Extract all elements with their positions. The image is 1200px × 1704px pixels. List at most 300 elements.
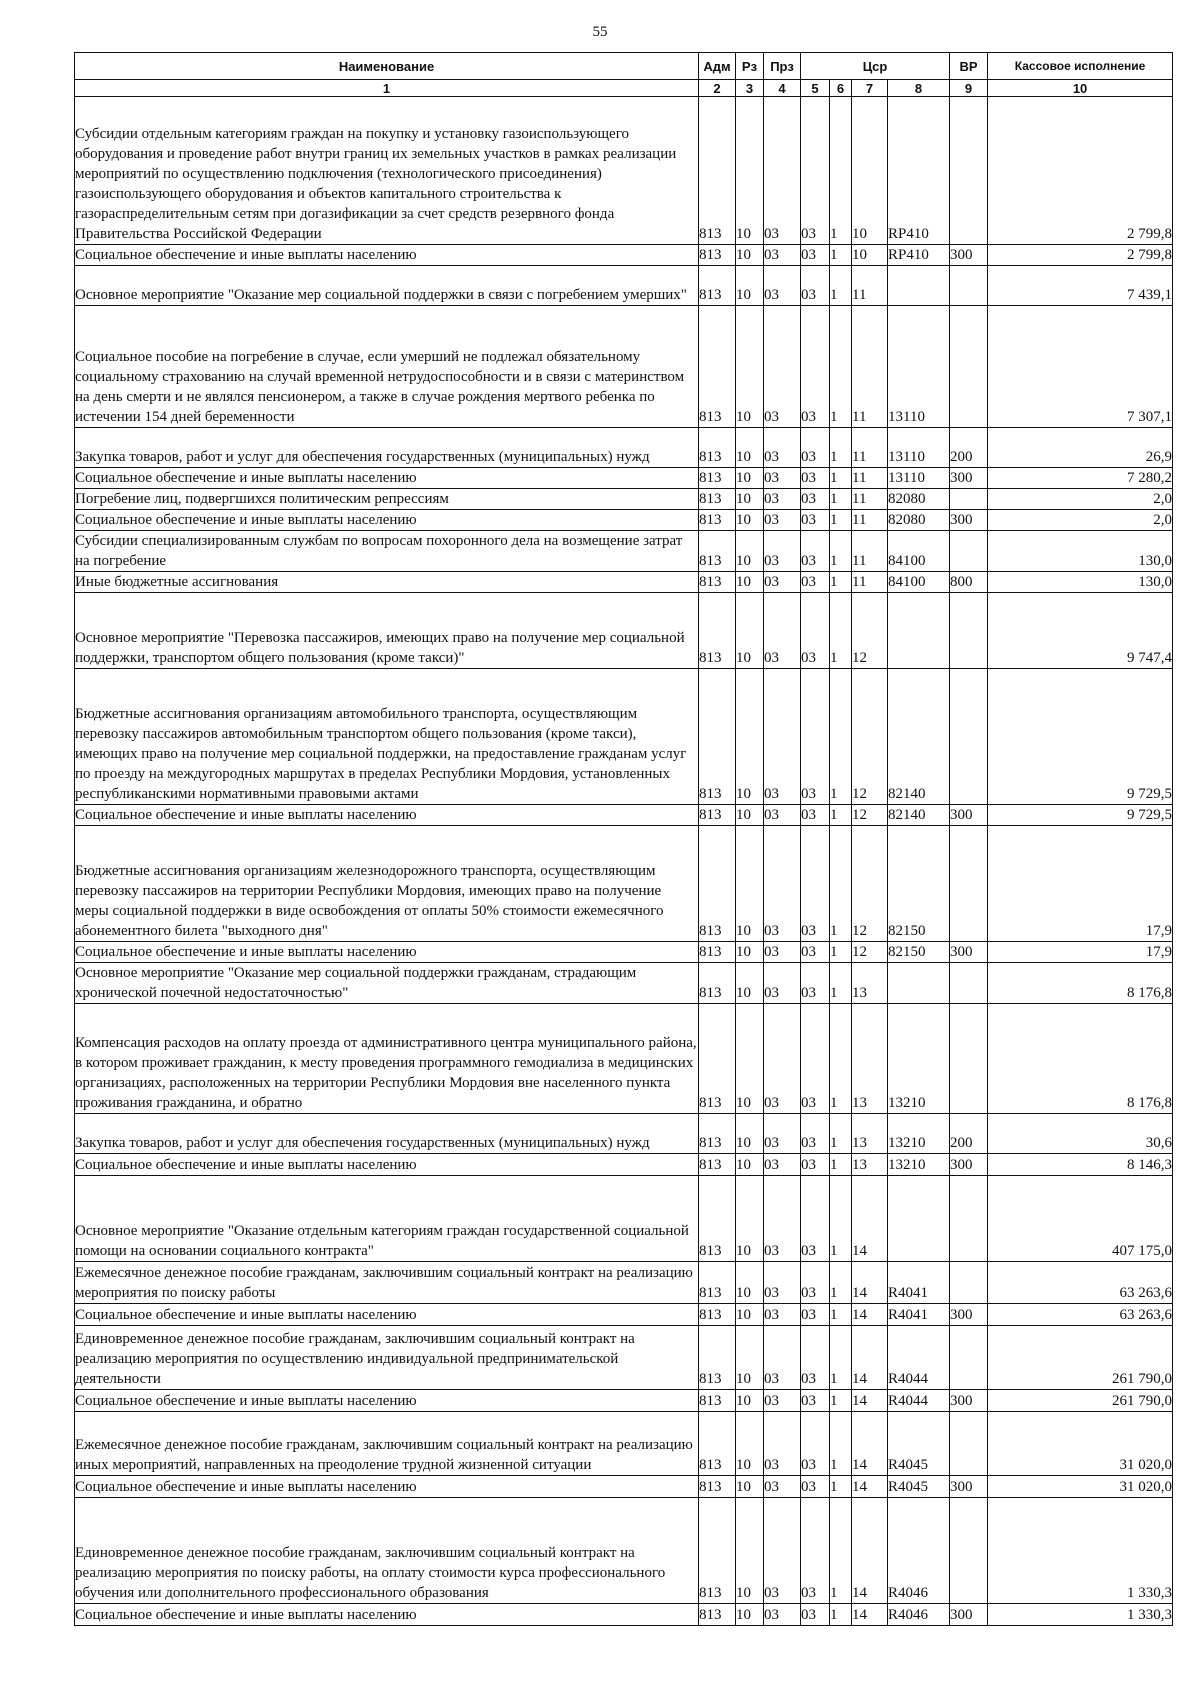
row-target-code-event: 11 xyxy=(852,428,888,468)
row-target-code-program: 03 xyxy=(801,1412,830,1476)
row-subsection-code: 03 xyxy=(764,245,801,266)
table-row xyxy=(75,97,1173,245)
row-target-code-program: 03 xyxy=(801,1176,830,1262)
row-expense-type-code xyxy=(950,669,988,805)
row-target-code-direction: 82150 xyxy=(888,942,950,963)
row-cash-execution: 9 729,5 xyxy=(988,669,1173,805)
row-subsection-code: 03 xyxy=(764,510,801,531)
budget-execution-table xyxy=(74,52,1173,1626)
row-adm-code: 813 xyxy=(699,531,736,572)
row-subsection-code: 03 xyxy=(764,1326,801,1390)
row-subsection-code: 03 xyxy=(764,1412,801,1476)
column-number: 8 xyxy=(888,80,950,97)
row-adm-code: 813 xyxy=(699,245,736,266)
row-expense-type-code: 300 xyxy=(950,468,988,489)
row-name: Социальное обеспечение и иные выплаты населению xyxy=(75,1476,699,1498)
row-target-code-direction: R4044 xyxy=(888,1390,950,1412)
row-section-code: 10 xyxy=(736,531,764,572)
row-target-code-event: 10 xyxy=(852,245,888,266)
row-expense-type-code: 300 xyxy=(950,245,988,266)
row-name: Бюджетные ассигнования организациям автомобильного транспорта, осуществляющим перевозку пассажиров автомобильным транспортом общего пользования (кроме такси), имеющих право на получение мер социальной поддержки, на предоставление гражданам услуг по проезду на междугородных маршрутах в пределах Республики Мордовия, установленных республиканскими нормативными правовыми актами xyxy=(75,669,699,805)
row-target-code-direction: 82140 xyxy=(888,669,950,805)
row-expense-type-code xyxy=(950,266,988,306)
row-adm-code: 813 xyxy=(699,1476,736,1498)
row-target-code-direction: RP410 xyxy=(888,97,950,245)
row-target-code-subprogram: 1 xyxy=(830,1004,852,1114)
row-target-code-program: 03 xyxy=(801,1154,830,1176)
row-expense-type-code: 300 xyxy=(950,1304,988,1326)
row-adm-code: 813 xyxy=(699,1176,736,1262)
row-target-code-event: 14 xyxy=(852,1498,888,1604)
row-target-code-subprogram: 1 xyxy=(830,593,852,669)
row-target-code-direction: R4041 xyxy=(888,1304,950,1326)
row-target-code-direction: 13210 xyxy=(888,1154,950,1176)
table-row xyxy=(75,1604,1173,1626)
row-section-code: 10 xyxy=(736,428,764,468)
row-expense-type-code xyxy=(950,531,988,572)
row-target-code-program: 03 xyxy=(801,942,830,963)
row-cash-execution: 63 263,6 xyxy=(988,1304,1173,1326)
row-name: Социальное обеспечение и иные выплаты населению xyxy=(75,1304,699,1326)
row-cash-execution: 17,9 xyxy=(988,826,1173,942)
table-row xyxy=(75,306,1173,428)
row-cash-execution: 2 799,8 xyxy=(988,245,1173,266)
row-target-code-event: 14 xyxy=(852,1304,888,1326)
row-cash-execution: 2,0 xyxy=(988,510,1173,531)
row-target-code-direction: 13110 xyxy=(888,306,950,428)
row-target-code-program: 03 xyxy=(801,826,830,942)
row-subsection-code: 03 xyxy=(764,593,801,669)
row-target-code-direction: R4045 xyxy=(888,1476,950,1498)
row-subsection-code: 03 xyxy=(764,468,801,489)
row-expense-type-code xyxy=(950,1004,988,1114)
row-cash-execution: 7 280,2 xyxy=(988,468,1173,489)
row-target-code-subprogram: 1 xyxy=(830,1154,852,1176)
row-subsection-code: 03 xyxy=(764,1476,801,1498)
row-target-code-event: 13 xyxy=(852,1114,888,1154)
row-cash-execution: 407 175,0 xyxy=(988,1176,1173,1262)
row-adm-code: 813 xyxy=(699,1154,736,1176)
column-number: 9 xyxy=(950,80,988,97)
row-name: Ежемесячное денежное пособие гражданам, заключившим социальный контракт на реализацию иных мероприятий, направленных на преодоление трудной жизненной ситуации xyxy=(75,1412,699,1476)
row-target-code-program: 03 xyxy=(801,266,830,306)
row-target-code-program: 03 xyxy=(801,1326,830,1390)
row-expense-type-code: 300 xyxy=(950,1154,988,1176)
table-row xyxy=(75,1176,1173,1262)
row-target-code-event: 12 xyxy=(852,593,888,669)
row-subsection-code: 03 xyxy=(764,1154,801,1176)
row-subsection-code: 03 xyxy=(764,669,801,805)
row-name: Социальное пособие на погребение в случае, если умерший не подлежал обязательному социальному страхованию на случай временной нетрудоспособности и в связи с материнством на день смерти и не являлся пенсионером, а также в случае рождения мертвого ребенка по истечении 154 дней беременности xyxy=(75,306,699,428)
row-target-code-direction xyxy=(888,266,950,306)
row-cash-execution: 9 747,4 xyxy=(988,593,1173,669)
row-target-code-direction: R4046 xyxy=(888,1498,950,1604)
row-cash-execution: 26,9 xyxy=(988,428,1173,468)
row-subsection-code: 03 xyxy=(764,489,801,510)
row-section-code: 10 xyxy=(736,1476,764,1498)
row-target-code-program: 03 xyxy=(801,428,830,468)
row-subsection-code: 03 xyxy=(764,1604,801,1626)
row-expense-type-code xyxy=(950,1176,988,1262)
row-target-code-event: 13 xyxy=(852,963,888,1004)
row-target-code-direction: 13210 xyxy=(888,1114,950,1154)
table-row xyxy=(75,468,1173,489)
row-target-code-event: 14 xyxy=(852,1390,888,1412)
row-subsection-code: 03 xyxy=(764,942,801,963)
row-target-code-subprogram: 1 xyxy=(830,468,852,489)
row-target-code-subprogram: 1 xyxy=(830,1114,852,1154)
column-number-row xyxy=(75,80,1173,97)
row-name: Бюджетные ассигнования организациям железнодорожного транспорта, осуществляющим перевозку пассажиров на территории Республики Мордовия, имеющих право на получение меры социальной поддержки в виде освобождения от оплаты 50% стоимости ежемесячного абонементного билета "выходного дня" xyxy=(75,826,699,942)
row-subsection-code: 03 xyxy=(764,97,801,245)
row-target-code-program: 03 xyxy=(801,805,830,826)
row-target-code-event: 14 xyxy=(852,1476,888,1498)
row-name: Субсидии специализированным службам по вопросам похоронного дела на возмещение затрат на погребение xyxy=(75,531,699,572)
row-adm-code: 813 xyxy=(699,468,736,489)
row-target-code-event: 11 xyxy=(852,489,888,510)
row-adm-code: 813 xyxy=(699,97,736,245)
row-name: Основное мероприятие "Оказание мер социальной поддержки в связи с погребением умерших" xyxy=(75,266,699,306)
row-name: Социальное обеспечение и иные выплаты населению xyxy=(75,245,699,266)
row-section-code: 10 xyxy=(736,306,764,428)
header-prz: Прз xyxy=(764,53,801,80)
row-adm-code: 813 xyxy=(699,1412,736,1476)
table-row xyxy=(75,572,1173,593)
row-target-code-subprogram: 1 xyxy=(830,1326,852,1390)
row-cash-execution: 130,0 xyxy=(988,572,1173,593)
row-name: Социальное обеспечение и иные выплаты населению xyxy=(75,510,699,531)
row-subsection-code: 03 xyxy=(764,805,801,826)
header-row xyxy=(75,53,1173,80)
row-expense-type-code xyxy=(950,593,988,669)
row-expense-type-code: 300 xyxy=(950,942,988,963)
row-target-code-event: 12 xyxy=(852,669,888,805)
row-name: Закупка товаров, работ и услуг для обеспечения государственных (муниципальных) нужд xyxy=(75,1114,699,1154)
row-target-code-subprogram: 1 xyxy=(830,1304,852,1326)
row-subsection-code: 03 xyxy=(764,826,801,942)
row-subsection-code: 03 xyxy=(764,1004,801,1114)
row-section-code: 10 xyxy=(736,1390,764,1412)
row-target-code-subprogram: 1 xyxy=(830,805,852,826)
row-target-code-event: 11 xyxy=(852,572,888,593)
row-expense-type-code: 200 xyxy=(950,428,988,468)
row-adm-code: 813 xyxy=(699,1114,736,1154)
row-target-code-subprogram: 1 xyxy=(830,1262,852,1304)
row-target-code-subprogram: 1 xyxy=(830,1476,852,1498)
row-target-code-subprogram: 1 xyxy=(830,1176,852,1262)
row-target-code-subprogram: 1 xyxy=(830,97,852,245)
page-number: 55 xyxy=(592,24,608,40)
header-rz: Рз xyxy=(736,53,764,80)
row-adm-code: 813 xyxy=(699,942,736,963)
row-cash-execution: 8 146,3 xyxy=(988,1154,1173,1176)
row-target-code-program: 03 xyxy=(801,1304,830,1326)
row-cash-execution: 7 439,1 xyxy=(988,266,1173,306)
row-expense-type-code xyxy=(950,1412,988,1476)
column-number: 1 xyxy=(75,80,699,97)
table-row xyxy=(75,1326,1173,1390)
row-section-code: 10 xyxy=(736,1604,764,1626)
row-expense-type-code: 300 xyxy=(950,510,988,531)
table-row xyxy=(75,942,1173,963)
row-name: Социальное обеспечение и иные выплаты населению xyxy=(75,1604,699,1626)
row-target-code-subprogram: 1 xyxy=(830,1390,852,1412)
row-name: Закупка товаров, работ и услуг для обеспечения государственных (муниципальных) нужд xyxy=(75,428,699,468)
row-cash-execution: 261 790,0 xyxy=(988,1390,1173,1412)
row-adm-code: 813 xyxy=(699,1326,736,1390)
row-name: Ежемесячное денежное пособие гражданам, заключившим социальный контракт на реализацию мероприятия по поиску работы xyxy=(75,1262,699,1304)
row-adm-code: 813 xyxy=(699,572,736,593)
table-row xyxy=(75,1498,1173,1604)
row-target-code-event: 13 xyxy=(852,1004,888,1114)
table-row xyxy=(75,489,1173,510)
row-expense-type-code xyxy=(950,826,988,942)
row-cash-execution: 31 020,0 xyxy=(988,1412,1173,1476)
row-expense-type-code: 300 xyxy=(950,805,988,826)
column-number: 7 xyxy=(852,80,888,97)
row-target-code-direction xyxy=(888,1176,950,1262)
table-row xyxy=(75,805,1173,826)
row-target-code-program: 03 xyxy=(801,1604,830,1626)
row-target-code-direction xyxy=(888,963,950,1004)
row-adm-code: 813 xyxy=(699,1304,736,1326)
row-adm-code: 813 xyxy=(699,593,736,669)
row-expense-type-code xyxy=(950,306,988,428)
table-body xyxy=(75,97,1173,1626)
row-target-code-event: 11 xyxy=(852,510,888,531)
row-section-code: 10 xyxy=(736,1114,764,1154)
row-target-code-program: 03 xyxy=(801,306,830,428)
row-section-code: 10 xyxy=(736,510,764,531)
row-adm-code: 813 xyxy=(699,1262,736,1304)
row-target-code-subprogram: 1 xyxy=(830,826,852,942)
row-target-code-direction: R4045 xyxy=(888,1412,950,1476)
row-target-code-subprogram: 1 xyxy=(830,1604,852,1626)
table-row xyxy=(75,1390,1173,1412)
row-section-code: 10 xyxy=(736,593,764,669)
row-cash-execution: 7 307,1 xyxy=(988,306,1173,428)
row-target-code-subprogram: 1 xyxy=(830,1412,852,1476)
table-row xyxy=(75,510,1173,531)
row-subsection-code: 03 xyxy=(764,1304,801,1326)
row-adm-code: 813 xyxy=(699,266,736,306)
row-section-code: 10 xyxy=(736,1004,764,1114)
row-cash-execution: 63 263,6 xyxy=(988,1262,1173,1304)
table-row xyxy=(75,1114,1173,1154)
row-target-code-program: 03 xyxy=(801,593,830,669)
row-target-code-subprogram: 1 xyxy=(830,428,852,468)
row-name: Социальное обеспечение и иные выплаты населению xyxy=(75,1390,699,1412)
row-expense-type-code xyxy=(950,1262,988,1304)
row-subsection-code: 03 xyxy=(764,266,801,306)
table-row xyxy=(75,1476,1173,1498)
row-name: Основное мероприятие "Оказание мер социальной поддержки гражданам, страдающим хронической почечной недостаточностью" xyxy=(75,963,699,1004)
row-subsection-code: 03 xyxy=(764,1390,801,1412)
header-csr: Цср xyxy=(801,53,950,80)
row-section-code: 10 xyxy=(736,1176,764,1262)
row-target-code-subprogram: 1 xyxy=(830,531,852,572)
row-section-code: 10 xyxy=(736,963,764,1004)
row-section-code: 10 xyxy=(736,805,764,826)
table-row xyxy=(75,1304,1173,1326)
row-cash-execution: 2,0 xyxy=(988,489,1173,510)
row-section-code: 10 xyxy=(736,826,764,942)
row-target-code-direction: 82150 xyxy=(888,826,950,942)
row-section-code: 10 xyxy=(736,1498,764,1604)
row-target-code-direction: 13210 xyxy=(888,1004,950,1114)
row-cash-execution: 31 020,0 xyxy=(988,1476,1173,1498)
row-target-code-program: 03 xyxy=(801,97,830,245)
row-adm-code: 813 xyxy=(699,428,736,468)
row-target-code-direction: 82140 xyxy=(888,805,950,826)
row-adm-code: 813 xyxy=(699,1390,736,1412)
row-name: Погребение лиц, подвергшихся политическим репрессиям xyxy=(75,489,699,510)
row-target-code-event: 14 xyxy=(852,1262,888,1304)
row-target-code-subprogram: 1 xyxy=(830,963,852,1004)
row-adm-code: 813 xyxy=(699,306,736,428)
row-subsection-code: 03 xyxy=(764,1176,801,1262)
row-target-code-subprogram: 1 xyxy=(830,942,852,963)
row-target-code-program: 03 xyxy=(801,531,830,572)
row-expense-type-code xyxy=(950,97,988,245)
row-expense-type-code: 300 xyxy=(950,1476,988,1498)
header-name: Наименование xyxy=(75,53,699,80)
row-section-code: 10 xyxy=(736,468,764,489)
row-cash-execution: 30,6 xyxy=(988,1114,1173,1154)
table-row xyxy=(75,826,1173,942)
row-section-code: 10 xyxy=(736,669,764,805)
row-subsection-code: 03 xyxy=(764,1498,801,1604)
row-expense-type-code xyxy=(950,489,988,510)
row-cash-execution: 1 330,3 xyxy=(988,1604,1173,1626)
row-adm-code: 813 xyxy=(699,963,736,1004)
row-adm-code: 813 xyxy=(699,1604,736,1626)
header-adm: Адм xyxy=(699,53,736,80)
row-expense-type-code: 800 xyxy=(950,572,988,593)
header-vr: ВР xyxy=(950,53,988,80)
row-name: Социальное обеспечение и иные выплаты населению xyxy=(75,468,699,489)
row-section-code: 10 xyxy=(736,489,764,510)
row-target-code-subprogram: 1 xyxy=(830,306,852,428)
header-cash-execution: Кассовое исполнение xyxy=(988,53,1173,80)
row-target-code-program: 03 xyxy=(801,489,830,510)
row-target-code-direction: RP410 xyxy=(888,245,950,266)
row-target-code-event: 14 xyxy=(852,1604,888,1626)
row-name: Социальное обеспечение и иные выплаты населению xyxy=(75,942,699,963)
row-name: Социальное обеспечение и иные выплаты населению xyxy=(75,805,699,826)
row-target-code-program: 03 xyxy=(801,245,830,266)
row-subsection-code: 03 xyxy=(764,572,801,593)
row-target-code-direction: 82080 xyxy=(888,489,950,510)
row-name: Иные бюджетные ассигнования xyxy=(75,572,699,593)
row-section-code: 10 xyxy=(736,942,764,963)
table-row xyxy=(75,245,1173,266)
row-expense-type-code: 300 xyxy=(950,1390,988,1412)
row-adm-code: 813 xyxy=(699,489,736,510)
row-name: Компенсация расходов на оплату проезда от административного центра муниципального района, в котором проживает гражданин, к месту проведения программного гемодиализа в медицинских организациях, расположенных на территории Республики Мордовия вне населенного пункта проживания гражданина, и обратно xyxy=(75,1004,699,1114)
row-expense-type-code xyxy=(950,1326,988,1390)
row-target-code-direction: 13110 xyxy=(888,428,950,468)
column-number: 6 xyxy=(830,80,852,97)
row-cash-execution: 8 176,8 xyxy=(988,963,1173,1004)
row-target-code-event: 14 xyxy=(852,1412,888,1476)
row-target-code-event: 11 xyxy=(852,266,888,306)
row-target-code-program: 03 xyxy=(801,1390,830,1412)
column-number: 4 xyxy=(764,80,801,97)
row-target-code-direction xyxy=(888,593,950,669)
row-target-code-subprogram: 1 xyxy=(830,1498,852,1604)
row-target-code-program: 03 xyxy=(801,1498,830,1604)
row-expense-type-code xyxy=(950,963,988,1004)
table-row xyxy=(75,963,1173,1004)
row-adm-code: 813 xyxy=(699,1004,736,1114)
row-section-code: 10 xyxy=(736,245,764,266)
table-row xyxy=(75,1004,1173,1114)
row-adm-code: 813 xyxy=(699,510,736,531)
row-name: Субсидии отдельным категориям граждан на покупку и установку газоиспользующего оборудования и проведение работ внутри границ их земельных участков в рамках реализации мероприятий по осуществлению подключения (технологического присоединения) газоиспользующего оборудования и объектов капитального строительства к газораспределительным сетям при догазификации за счет средств резервного фонда Правительства Российской Федерации xyxy=(75,97,699,245)
row-cash-execution: 9 729,5 xyxy=(988,805,1173,826)
row-section-code: 10 xyxy=(736,572,764,593)
row-target-code-direction: 82080 xyxy=(888,510,950,531)
row-target-code-subprogram: 1 xyxy=(830,489,852,510)
row-section-code: 10 xyxy=(736,1262,764,1304)
column-number: 10 xyxy=(988,80,1173,97)
column-number: 2 xyxy=(699,80,736,97)
row-cash-execution: 17,9 xyxy=(988,942,1173,963)
row-name: Основное мероприятие "Перевозка пассажиров, имеющих право на получение мер социальной поддержки, транспортом общего пользования (кроме такси)" xyxy=(75,593,699,669)
row-subsection-code: 03 xyxy=(764,531,801,572)
row-target-code-program: 03 xyxy=(801,1004,830,1114)
column-number: 3 xyxy=(736,80,764,97)
row-name: Основное мероприятие "Оказание отдельным категориям граждан государственной социальной помощи на основании социального контракта" xyxy=(75,1176,699,1262)
row-target-code-program: 03 xyxy=(801,963,830,1004)
table-row xyxy=(75,531,1173,572)
row-subsection-code: 03 xyxy=(764,963,801,1004)
row-cash-execution: 130,0 xyxy=(988,531,1173,572)
row-adm-code: 813 xyxy=(699,826,736,942)
table-row xyxy=(75,1262,1173,1304)
row-target-code-program: 03 xyxy=(801,1114,830,1154)
row-name: Социальное обеспечение и иные выплаты населению xyxy=(75,1154,699,1176)
row-cash-execution: 8 176,8 xyxy=(988,1004,1173,1114)
row-target-code-event: 11 xyxy=(852,306,888,428)
table-row xyxy=(75,593,1173,669)
row-expense-type-code: 200 xyxy=(950,1114,988,1154)
row-cash-execution: 2 799,8 xyxy=(988,97,1173,245)
column-number: 5 xyxy=(801,80,830,97)
row-target-code-direction: 13110 xyxy=(888,468,950,489)
row-target-code-program: 03 xyxy=(801,468,830,489)
row-expense-type-code: 300 xyxy=(950,1604,988,1626)
row-section-code: 10 xyxy=(736,1326,764,1390)
row-target-code-direction: R4041 xyxy=(888,1262,950,1304)
row-subsection-code: 03 xyxy=(764,306,801,428)
row-target-code-event: 10 xyxy=(852,97,888,245)
row-target-code-event: 12 xyxy=(852,942,888,963)
row-name: Единовременное денежное пособие гражданам, заключившим социальный контракт на реализацию мероприятия по поиску работы, на оплату стоимости курса профессионального обучения или дополнительного профессионального образования xyxy=(75,1498,699,1604)
row-target-code-direction: 84100 xyxy=(888,572,950,593)
row-target-code-event: 11 xyxy=(852,468,888,489)
table-row xyxy=(75,1154,1173,1176)
table-row xyxy=(75,428,1173,468)
row-section-code: 10 xyxy=(736,1154,764,1176)
row-adm-code: 813 xyxy=(699,1498,736,1604)
row-name: Единовременное денежное пособие гражданам, заключившим социальный контракт на реализацию мероприятия по осуществлению индивидуальной предпринимательской деятельности xyxy=(75,1326,699,1390)
row-cash-execution: 1 330,3 xyxy=(988,1498,1173,1604)
row-target-code-subprogram: 1 xyxy=(830,669,852,805)
row-target-code-subprogram: 1 xyxy=(830,245,852,266)
row-target-code-direction: 84100 xyxy=(888,531,950,572)
